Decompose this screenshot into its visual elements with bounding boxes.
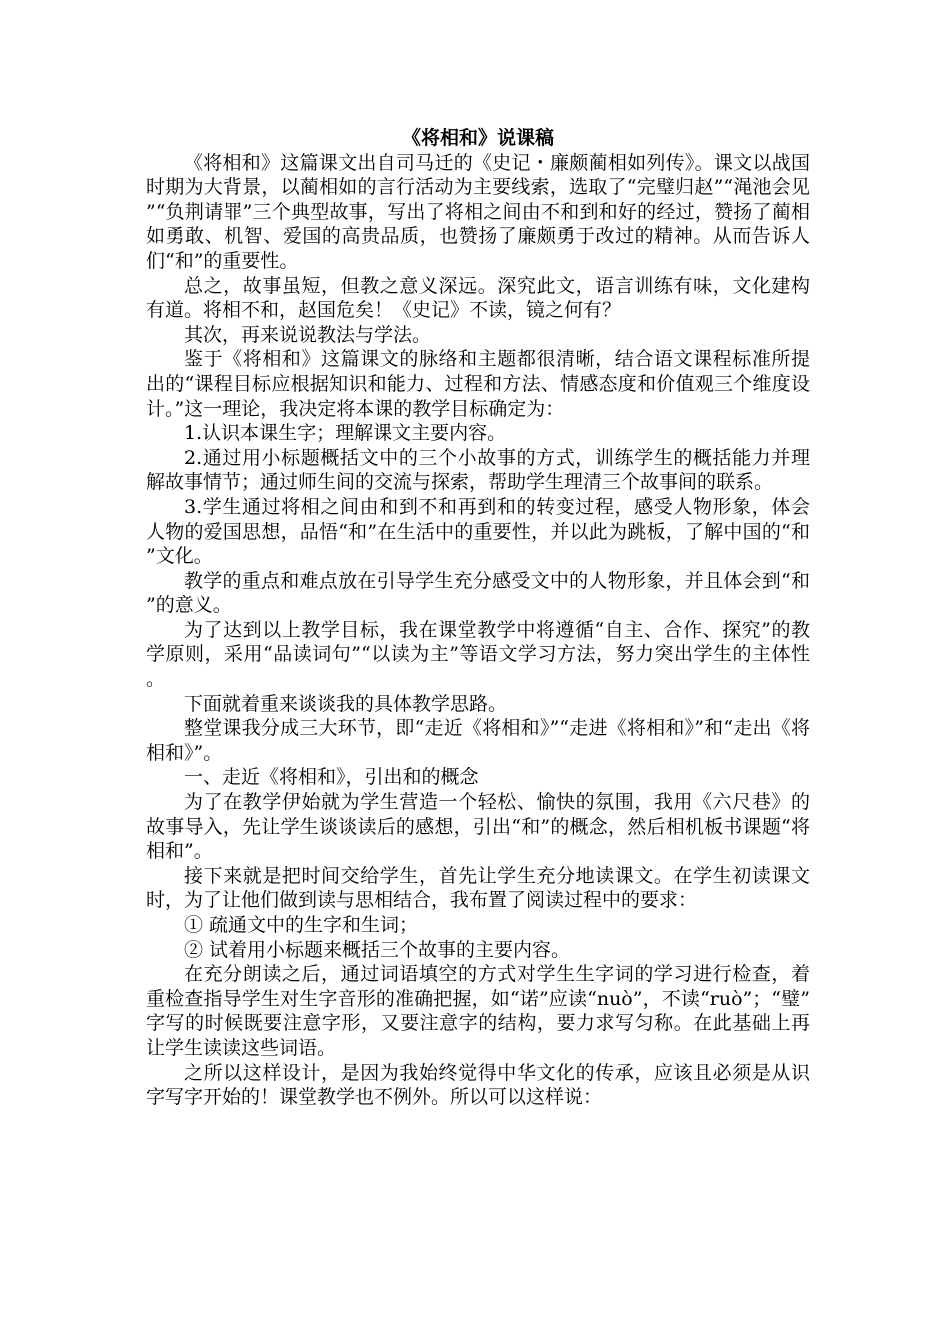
paragraph-intro: 《将相和》这篇课文出自司马迁的《史记・廉颇蔺相如列传》。课文以战国时期为大背景，以蔺相如的言行活动为主要线索，选取了“完璧归赵”“渑池会见”“负荆请罪”三个典型故事，写出了将相之间由不和到和好的经过，赞扬了蔺相如勇敢、机智、爱国的高贵品质，也赞扬了廉颇勇于改过的精神。从而告诉人们“和”的重要性。: [146, 151, 810, 272]
paragraph-requirement-2: ② 试着用小标题来概括三个故事的主要内容。: [184, 938, 571, 961]
paragraph-methods-heading: 其次，再来说说教法与学法。: [184, 323, 432, 346]
paragraph-goal-2: 2.通过用小标题概括文中的三个小故事的方式，训练学生的概括能力并理解故事情节；通过师生间的交流与探索，帮助学生理清三个故事间的联系。: [146, 446, 810, 494]
document-page: [146, 126, 810, 1110]
paragraph-reading: 接下来就是把时间交给学生，首先让学生充分地读课文。在学生初读课文时，为了让他们做到读与思相结合，我布置了阅读过程中的要求：: [146, 864, 810, 912]
paragraph-goal-1: 1.认识本课生字；理解课文主要内容。: [184, 422, 507, 445]
paragraph-requirement-1: ① 疏通文中的生字和生词；: [184, 914, 419, 936]
paragraph-design-rationale: 之所以这样设计，是因为我始终觉得中华文化的传承，应该且必须是从识字写字开始的！课堂教学也不例外。所以可以这样说：: [146, 1061, 810, 1109]
paragraph-lead-in: 为了在教学伊始就为学生营造一个轻松、愉快的氛围，我用《六尺巷》的故事导入，先让学生谈谈读后的感想，引出“和”的概念，然后相机板书课题“将相和”。: [146, 791, 810, 863]
paragraph-key-points: 教学的重点和难点放在引导学生充分感受文中的人物形象，并且体会到“和”的意义。: [146, 569, 810, 617]
paragraph-summary: 总之，故事虽短，但教之意义深远。深究此文，语言训练有味，文化建构有道。将相不和，赵国危矣！《史记》不读，镜之何有？: [146, 274, 810, 322]
paragraph-vocabulary-check: 在充分朗读之后，通过词语填空的方式对学生生字词的学习进行检查，着重检查指导学生对生字音形的准确把握，如“诺”应读“nuò”，不读“ruò”；“璧”字写的时候既要注意字形，又要注意字的结构，要力求写匀称。在此基础上再让学生读读这些词语。: [146, 963, 810, 1059]
paragraph-principles: 为了达到以上教学目标，我在课堂教学中将遵循“自主、合作、探究”的教学原则，采用“品读词句”“以读为主”等语文学习方法，努力突出学生的主体性。: [146, 618, 810, 691]
paragraph-section-1-heading: 一、走近《将相和》，引出和的概念: [184, 766, 479, 789]
paragraph-approach-intro: 下面就着重来谈谈我的具体教学思路。: [184, 692, 508, 715]
paragraph-goal-3: 3.学生通过将相之间由和到不和再到和的转变过程，感受人物形象，体会人物的爱国思想，品悟“和”在生活中的重要性，并以此为跳板，了解中国的“和”文化。: [146, 495, 810, 568]
document-title: 《将相和》说课稿: [401, 127, 554, 149]
paragraph-three-stages: 整堂课我分成三大环节，即“走近《将相和》”“走进《将相和》”和“走出《将相和》”。: [146, 717, 810, 764]
paragraph-goals-intro: 鉴于《将相和》这篇课文的脉络和主题都很清晰，结合语文课程标准所提出的“课程目标应根据知识和能力、过程和方法、情感态度和价值观三个维度设计。”这一理论，我决定将本课的教学目标确定为：: [146, 348, 810, 420]
